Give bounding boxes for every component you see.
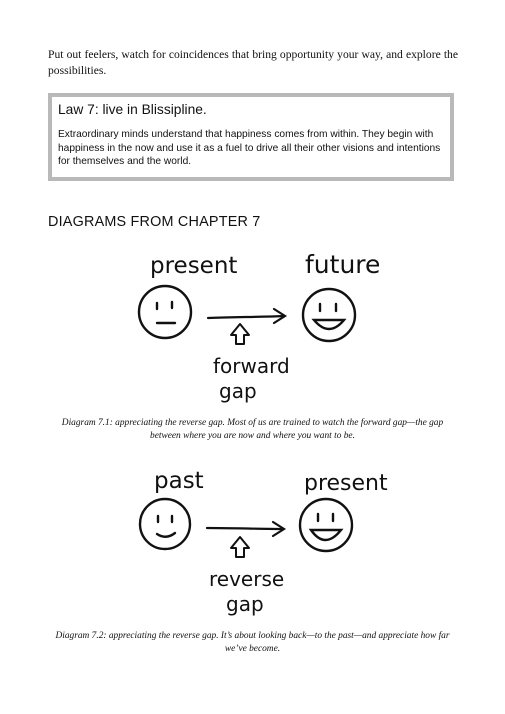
gap-label-line2: gap — [226, 592, 264, 616]
gap-label-line1: reverse — [209, 567, 285, 591]
gap-label-line2: gap — [219, 379, 257, 403]
law-title: Law 7: live in Blissipline. — [58, 102, 207, 117]
law-body: Extraordinary minds understand that happiness comes from within. They begin with happiness in the now and use it as a fuel to drive all their other visions and intentions for themselves and the world. — [58, 129, 441, 168]
up-arrow-icon — [231, 324, 249, 344]
neutral-face-icon — [139, 286, 191, 338]
diagram-forward-gap — [0, 240, 505, 410]
diagram-right-label: future — [305, 250, 381, 279]
up-arrow-icon — [231, 537, 249, 557]
intro-paragraph: Put out feelers, watch for coincidences that bring opportunity your way, and explore the possibilities. — [48, 48, 458, 77]
diagram-reverse-gap-drawing — [0, 456, 505, 626]
diagram-right-label: present — [304, 471, 388, 496]
smile-face-icon — [140, 499, 190, 549]
gap-label-line1: forward — [213, 354, 290, 378]
law-callout-box — [48, 93, 454, 181]
section-heading: DIAGRAMS FROM CHAPTER 7 — [48, 214, 261, 230]
happy-face-icon — [303, 289, 355, 341]
diagram-forward-gap-drawing — [0, 240, 505, 410]
diagram-reverse-gap — [0, 456, 505, 626]
diagram-caption-7-1: Diagram 7.1: appreciating the reverse gap. Most of us are trained to watch the forward gap—the gap between where you are now and where you want to be. — [61, 418, 444, 441]
diagram-left-label: present — [150, 253, 238, 279]
diagram-left-label: past — [154, 468, 204, 494]
right-arrow-icon — [208, 309, 285, 323]
happy-face-icon — [300, 499, 352, 551]
right-arrow-icon — [207, 522, 284, 536]
diagram-caption-7-2: Diagram 7.2: appreciating the reverse gap. It’s about looking back—to the past—and appreciate how far we’ve become. — [55, 631, 450, 654]
